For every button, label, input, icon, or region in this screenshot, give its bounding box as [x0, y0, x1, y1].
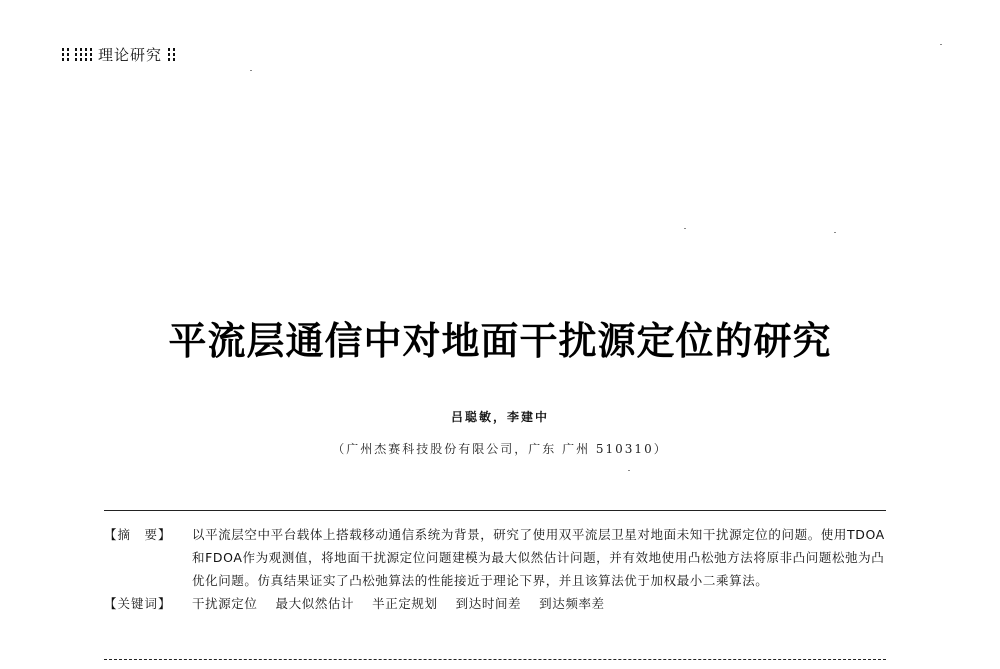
decorative-dots-icon: [75, 48, 92, 61]
scan-speck: [628, 470, 630, 471]
paper-authors: 吕聪敏，李建中: [450, 410, 549, 424]
bottom-divider: [104, 659, 886, 660]
abstract-label: 【摘 要】: [104, 527, 172, 542]
abstract-section: [104, 523, 894, 615]
decorative-dots-icon: [62, 48, 69, 61]
decorative-dots-icon: [168, 48, 175, 61]
keywords-label: 【关键词】: [104, 596, 172, 611]
abstract-text: 以平流层空中平台载体上搭载移动通信系统为背景，研究了使用双平流层卫星对地面未知干扰源定位的问题。使用TDOA和FDOA作为观测值，将地面干扰源定位问题建模为最大似然估计问题，并有效地使用凸松弛方法将原非凸问题松弛为凸优化问题。仿真结果证实了凸松弛算法的性能接近于理论下界，并且该算法优于加权最小二乘算法。: [192, 527, 885, 588]
keywords-row: [104, 592, 894, 615]
keyword-item: 到达频率差: [539, 596, 605, 611]
scan-speck: [250, 70, 252, 71]
abstract-row: [104, 523, 894, 592]
scan-speck: [940, 44, 942, 45]
keyword-item: 到达时间差: [455, 596, 522, 611]
keyword-item: 半正定规划: [372, 596, 438, 611]
section-label: 理论研究: [98, 46, 163, 64]
keyword-item: 干扰源定位: [192, 596, 258, 611]
keyword-item: 最大似然估计: [275, 596, 355, 611]
section-header: [62, 44, 175, 65]
top-divider: [104, 510, 886, 511]
paper-title: 平流层通信中对地面干扰源定位的研究: [168, 319, 832, 363]
paper-affiliation: （广州杰赛科技股份有限公司，广东 广州 510310）: [332, 442, 668, 456]
keywords-list: [192, 592, 894, 615]
scan-speck: [834, 232, 836, 233]
scan-speck: [684, 228, 686, 229]
